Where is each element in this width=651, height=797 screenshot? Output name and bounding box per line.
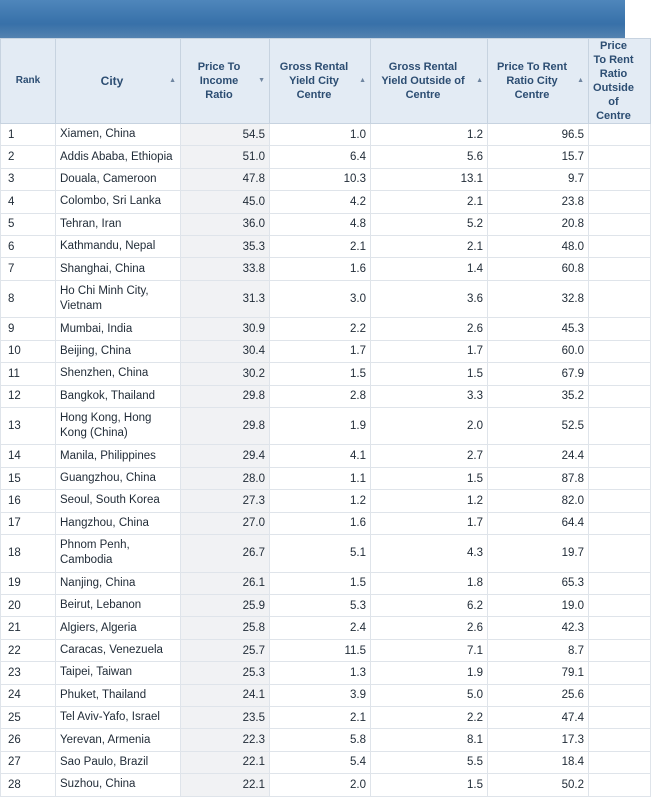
rent-ratio-centre-cell: 82.0 xyxy=(488,490,589,512)
city-cell: Phnom Penh, Cambodia xyxy=(56,535,181,573)
rank-cell: 28 xyxy=(1,774,56,796)
property-prices-table xyxy=(0,38,651,797)
yield-outside-cell: 2.0 xyxy=(371,407,488,445)
rent-ratio-outside-cell xyxy=(589,490,651,512)
rent-ratio-centre-cell: 23.8 xyxy=(488,191,589,213)
rent-ratio-centre-cell: 25.6 xyxy=(488,684,589,706)
yield-centre-cell: 1.1 xyxy=(270,467,371,489)
sort-ascending-icon: ▲ xyxy=(359,77,366,84)
rank-cell: 27 xyxy=(1,751,56,773)
rent-ratio-outside-cell xyxy=(589,168,651,190)
rent-ratio-outside-cell xyxy=(589,407,651,445)
yield-centre-cell: 5.3 xyxy=(270,595,371,617)
yield-centre-cell: 4.2 xyxy=(270,191,371,213)
table-row[interactable] xyxy=(1,235,651,257)
yield-outside-cell: 13.1 xyxy=(371,168,488,190)
yield-centre-cell: 2.4 xyxy=(270,617,371,639)
city-cell: Seoul, South Korea xyxy=(56,490,181,512)
city-cell: Yerevan, Armenia xyxy=(56,729,181,751)
price-to-income-cell: 36.0 xyxy=(181,213,270,235)
rank-cell: 6 xyxy=(1,235,56,257)
yield-centre-cell: 5.1 xyxy=(270,535,371,573)
city-cell: Hangzhou, China xyxy=(56,512,181,534)
price-to-income-cell: 27.0 xyxy=(181,512,270,534)
yield-outside-cell: 4.3 xyxy=(371,535,488,573)
yield-outside-cell: 2.2 xyxy=(371,706,488,728)
city-cell: Colombo, Sri Lanka xyxy=(56,191,181,213)
rent-ratio-centre-cell: 65.3 xyxy=(488,572,589,594)
rent-ratio-outside-cell xyxy=(589,729,651,751)
rent-ratio-outside-cell xyxy=(589,684,651,706)
yield-centre-cell: 5.4 xyxy=(270,751,371,773)
price-to-income-cell: 22.1 xyxy=(181,774,270,796)
yield-outside-cell: 5.5 xyxy=(371,751,488,773)
rent-ratio-centre-cell: 8.7 xyxy=(488,639,589,661)
city-cell: Addis Ababa, Ethiopia xyxy=(56,146,181,168)
table-row[interactable] xyxy=(1,490,651,512)
price-to-income-cell: 30.4 xyxy=(181,340,270,362)
rank-cell: 24 xyxy=(1,684,56,706)
rent-ratio-centre-cell: 18.4 xyxy=(488,751,589,773)
yield-centre-cell: 5.8 xyxy=(270,729,371,751)
price-to-income-cell: 30.9 xyxy=(181,318,270,340)
rent-ratio-outside-cell xyxy=(589,235,651,257)
rent-ratio-outside-cell xyxy=(589,258,651,280)
city-cell: Xiamen, China xyxy=(56,124,181,146)
price-to-income-cell: 23.5 xyxy=(181,706,270,728)
city-cell: Sao Paulo, Brazil xyxy=(56,751,181,773)
yield-centre-cell: 10.3 xyxy=(270,168,371,190)
table-row[interactable] xyxy=(1,124,651,146)
rent-ratio-outside-cell xyxy=(589,751,651,773)
yield-outside-cell: 5.0 xyxy=(371,684,488,706)
column-header-rank[interactable] xyxy=(1,39,56,124)
price-to-income-cell: 27.3 xyxy=(181,490,270,512)
price-to-income-cell: 25.3 xyxy=(181,662,270,684)
rent-ratio-outside-cell xyxy=(589,774,651,796)
table-row[interactable] xyxy=(1,258,651,280)
city-cell: Guangzhou, China xyxy=(56,467,181,489)
city-cell: Manila, Philippines xyxy=(56,445,181,467)
yield-centre-cell: 1.9 xyxy=(270,407,371,445)
yield-outside-cell: 3.3 xyxy=(371,385,488,407)
yield-outside-cell: 1.5 xyxy=(371,774,488,796)
table-row[interactable] xyxy=(1,280,651,318)
price-to-income-cell: 24.1 xyxy=(181,684,270,706)
rank-cell: 21 xyxy=(1,617,56,639)
rent-ratio-outside-cell xyxy=(589,445,651,467)
city-cell: Shenzhen, China xyxy=(56,363,181,385)
yield-outside-cell: 1.5 xyxy=(371,363,488,385)
yield-outside-cell: 6.2 xyxy=(371,595,488,617)
city-cell: Suzhou, China xyxy=(56,774,181,796)
rent-ratio-centre-cell: 19.0 xyxy=(488,595,589,617)
table-body xyxy=(1,124,651,797)
rent-ratio-outside-cell xyxy=(589,617,651,639)
rent-ratio-centre-cell: 60.0 xyxy=(488,340,589,362)
rent-ratio-centre-cell: 48.0 xyxy=(488,235,589,257)
column-header-rank-label: Rank xyxy=(15,75,41,86)
price-to-income-cell: 22.1 xyxy=(181,751,270,773)
column-header-rent-ratio-centre[interactable] xyxy=(488,39,589,124)
yield-centre-cell: 4.8 xyxy=(270,213,371,235)
table-row[interactable] xyxy=(1,512,651,534)
rent-ratio-centre-cell: 52.5 xyxy=(488,407,589,445)
rent-ratio-outside-cell xyxy=(589,124,651,146)
rent-ratio-outside-cell xyxy=(589,191,651,213)
column-header-yield-outside[interactable] xyxy=(371,39,488,124)
rent-ratio-outside-cell xyxy=(589,535,651,573)
rank-cell: 11 xyxy=(1,363,56,385)
rank-cell: 9 xyxy=(1,318,56,340)
rank-cell: 14 xyxy=(1,445,56,467)
rent-ratio-outside-cell xyxy=(589,572,651,594)
table-row[interactable] xyxy=(1,146,651,168)
yield-outside-cell: 1.4 xyxy=(371,258,488,280)
yield-centre-cell: 1.6 xyxy=(270,512,371,534)
rank-cell: 23 xyxy=(1,662,56,684)
yield-outside-cell: 1.7 xyxy=(371,340,488,362)
price-to-income-cell: 26.1 xyxy=(181,572,270,594)
city-cell: Phuket, Thailand xyxy=(56,684,181,706)
column-header-rent-ratio-centre-label: Price To Rent Ratio City Centre xyxy=(496,61,568,101)
price-to-income-cell: 35.3 xyxy=(181,235,270,257)
rank-cell: 16 xyxy=(1,490,56,512)
cost-of-living-table-container[interactable] xyxy=(0,38,634,791)
rent-ratio-outside-cell xyxy=(589,662,651,684)
city-cell: Douala, Cameroon xyxy=(56,168,181,190)
table-row[interactable] xyxy=(1,572,651,594)
yield-outside-cell: 2.6 xyxy=(371,318,488,340)
yield-outside-cell: 2.6 xyxy=(371,617,488,639)
column-header-city-label: City xyxy=(100,74,124,88)
city-cell: Bangkok, Thailand xyxy=(56,385,181,407)
yield-outside-cell: 7.1 xyxy=(371,639,488,661)
table-row[interactable] xyxy=(1,318,651,340)
table-row[interactable] xyxy=(1,684,651,706)
price-to-income-cell: 25.9 xyxy=(181,595,270,617)
yield-centre-cell: 4.1 xyxy=(270,445,371,467)
rent-ratio-outside-cell xyxy=(589,595,651,617)
sort-ascending-icon: ▲ xyxy=(577,77,584,84)
yield-outside-cell: 1.2 xyxy=(371,490,488,512)
column-header-price-to-income-label: Price To Income Ratio xyxy=(197,61,241,101)
price-to-income-cell: 29.4 xyxy=(181,445,270,467)
table-row[interactable] xyxy=(1,191,651,213)
price-to-income-cell: 54.5 xyxy=(181,124,270,146)
city-cell: Nanjing, China xyxy=(56,572,181,594)
rent-ratio-centre-cell: 19.7 xyxy=(488,535,589,573)
table-row[interactable] xyxy=(1,363,651,385)
table-row[interactable] xyxy=(1,385,651,407)
rank-cell: 22 xyxy=(1,639,56,661)
yield-centre-cell: 1.0 xyxy=(270,124,371,146)
yield-centre-cell: 1.5 xyxy=(270,363,371,385)
sort-ascending-icon: ▲ xyxy=(476,77,483,84)
rent-ratio-outside-cell xyxy=(589,512,651,534)
price-to-income-cell: 47.8 xyxy=(181,168,270,190)
yield-centre-cell: 2.1 xyxy=(270,706,371,728)
page-header-banner xyxy=(0,0,625,38)
table-row[interactable] xyxy=(1,535,651,573)
yield-centre-cell: 1.2 xyxy=(270,490,371,512)
yield-centre-cell: 2.2 xyxy=(270,318,371,340)
rent-ratio-centre-cell: 24.4 xyxy=(488,445,589,467)
table-row[interactable] xyxy=(1,445,651,467)
rent-ratio-outside-cell xyxy=(589,639,651,661)
rent-ratio-centre-cell: 50.2 xyxy=(488,774,589,796)
city-cell: Ho Chi Minh City, Vietnam xyxy=(56,280,181,318)
city-cell: Beirut, Lebanon xyxy=(56,595,181,617)
yield-centre-cell: 2.0 xyxy=(270,774,371,796)
table-row[interactable] xyxy=(1,168,651,190)
column-header-rent-ratio-outside-label: Price To Rent Ratio Outside of Centre xyxy=(593,40,634,122)
rank-cell: 8 xyxy=(1,280,56,318)
rank-cell: 4 xyxy=(1,191,56,213)
rent-ratio-centre-cell: 42.3 xyxy=(488,617,589,639)
yield-outside-cell: 1.9 xyxy=(371,662,488,684)
city-cell: Tehran, Iran xyxy=(56,213,181,235)
city-cell: Tel Aviv-Yafo, Israel xyxy=(56,706,181,728)
price-to-income-cell: 31.3 xyxy=(181,280,270,318)
yield-centre-cell: 2.8 xyxy=(270,385,371,407)
yield-outside-cell: 8.1 xyxy=(371,729,488,751)
rent-ratio-centre-cell: 64.4 xyxy=(488,512,589,534)
rent-ratio-centre-cell: 35.2 xyxy=(488,385,589,407)
rent-ratio-outside-cell xyxy=(589,146,651,168)
yield-outside-cell: 1.7 xyxy=(371,512,488,534)
city-cell: Beijing, China xyxy=(56,340,181,362)
header-wave-decoration xyxy=(0,24,625,38)
city-cell: Caracas, Venezuela xyxy=(56,639,181,661)
sort-ascending-icon: ▲ xyxy=(169,77,176,84)
rank-cell: 12 xyxy=(1,385,56,407)
yield-centre-cell: 3.9 xyxy=(270,684,371,706)
yield-outside-cell: 1.8 xyxy=(371,572,488,594)
rank-cell: 18 xyxy=(1,535,56,573)
rent-ratio-centre-cell: 32.8 xyxy=(488,280,589,318)
city-cell: Hong Kong, Hong Kong (China) xyxy=(56,407,181,445)
city-cell: Taipei, Taiwan xyxy=(56,662,181,684)
price-to-income-cell: 28.0 xyxy=(181,467,270,489)
price-to-income-cell: 25.8 xyxy=(181,617,270,639)
table-row[interactable] xyxy=(1,729,651,751)
table-row[interactable] xyxy=(1,774,651,796)
price-to-income-cell: 51.0 xyxy=(181,146,270,168)
city-cell: Algiers, Algeria xyxy=(56,617,181,639)
table-row[interactable] xyxy=(1,639,651,661)
rank-cell: 20 xyxy=(1,595,56,617)
rank-cell: 3 xyxy=(1,168,56,190)
rank-cell: 10 xyxy=(1,340,56,362)
table-row[interactable] xyxy=(1,467,651,489)
rent-ratio-centre-cell: 79.1 xyxy=(488,662,589,684)
rank-cell: 1 xyxy=(1,124,56,146)
city-cell: Kathmandu, Nepal xyxy=(56,235,181,257)
rent-ratio-centre-cell: 60.8 xyxy=(488,258,589,280)
rent-ratio-outside-cell xyxy=(589,363,651,385)
table-row[interactable] xyxy=(1,751,651,773)
sort-descending-icon: ▼ xyxy=(258,77,265,84)
rent-ratio-outside-cell xyxy=(589,340,651,362)
table-row[interactable] xyxy=(1,706,651,728)
table-row[interactable] xyxy=(1,213,651,235)
table-row[interactable] xyxy=(1,407,651,445)
rent-ratio-outside-cell xyxy=(589,318,651,340)
rent-ratio-centre-cell: 17.3 xyxy=(488,729,589,751)
price-to-income-cell: 29.8 xyxy=(181,407,270,445)
price-to-income-cell: 33.8 xyxy=(181,258,270,280)
rent-ratio-outside-cell xyxy=(589,706,651,728)
rent-ratio-outside-cell xyxy=(589,385,651,407)
rent-ratio-centre-cell: 20.8 xyxy=(488,213,589,235)
column-header-yield-centre[interactable] xyxy=(270,39,371,124)
rent-ratio-centre-cell: 9.7 xyxy=(488,168,589,190)
city-cell: Mumbai, India xyxy=(56,318,181,340)
price-to-income-cell: 22.3 xyxy=(181,729,270,751)
table-row[interactable] xyxy=(1,662,651,684)
rank-cell: 17 xyxy=(1,512,56,534)
column-header-yield-outside-label: Gross Rental Yield Outside of Centre xyxy=(381,61,465,101)
yield-outside-cell: 5.2 xyxy=(371,213,488,235)
rank-cell: 2 xyxy=(1,146,56,168)
yield-centre-cell: 1.6 xyxy=(270,258,371,280)
table-row[interactable] xyxy=(1,595,651,617)
price-to-income-cell: 25.7 xyxy=(181,639,270,661)
yield-centre-cell: 6.4 xyxy=(270,146,371,168)
yield-centre-cell: 1.7 xyxy=(270,340,371,362)
yield-centre-cell: 1.3 xyxy=(270,662,371,684)
price-to-income-cell: 45.0 xyxy=(181,191,270,213)
rent-ratio-centre-cell: 45.3 xyxy=(488,318,589,340)
column-header-yield-centre-label: Gross Rental Yield City Centre xyxy=(279,61,349,101)
yield-centre-cell: 1.5 xyxy=(270,572,371,594)
yield-outside-cell: 2.1 xyxy=(371,191,488,213)
rank-cell: 26 xyxy=(1,729,56,751)
yield-outside-cell: 2.7 xyxy=(371,445,488,467)
yield-outside-cell: 5.6 xyxy=(371,146,488,168)
price-to-income-cell: 30.2 xyxy=(181,363,270,385)
column-header-price-to-income[interactable] xyxy=(181,39,270,124)
rent-ratio-centre-cell: 15.7 xyxy=(488,146,589,168)
rent-ratio-centre-cell: 87.8 xyxy=(488,467,589,489)
column-header-city[interactable] xyxy=(56,39,181,124)
rank-cell: 25 xyxy=(1,706,56,728)
rent-ratio-centre-cell: 96.5 xyxy=(488,124,589,146)
table-row[interactable] xyxy=(1,340,651,362)
rent-ratio-centre-cell: 67.9 xyxy=(488,363,589,385)
table-header xyxy=(1,39,651,124)
rent-ratio-outside-cell xyxy=(589,213,651,235)
yield-outside-cell: 3.6 xyxy=(371,280,488,318)
rank-cell: 7 xyxy=(1,258,56,280)
table-row[interactable] xyxy=(1,617,651,639)
rent-ratio-outside-cell xyxy=(589,467,651,489)
yield-centre-cell: 3.0 xyxy=(270,280,371,318)
yield-outside-cell: 1.2 xyxy=(371,124,488,146)
price-to-income-cell: 29.8 xyxy=(181,385,270,407)
yield-centre-cell: 2.1 xyxy=(270,235,371,257)
rent-ratio-centre-cell: 47.4 xyxy=(488,706,589,728)
rank-cell: 13 xyxy=(1,407,56,445)
city-cell: Shanghai, China xyxy=(56,258,181,280)
yield-outside-cell: 1.5 xyxy=(371,467,488,489)
price-to-income-cell: 26.7 xyxy=(181,535,270,573)
rank-cell: 19 xyxy=(1,572,56,594)
rent-ratio-outside-cell xyxy=(589,280,651,318)
rank-cell: 15 xyxy=(1,467,56,489)
column-header-rent-ratio-outside[interactable] xyxy=(589,39,651,124)
yield-outside-cell: 2.1 xyxy=(371,235,488,257)
yield-centre-cell: 11.5 xyxy=(270,639,371,661)
rank-cell: 5 xyxy=(1,213,56,235)
